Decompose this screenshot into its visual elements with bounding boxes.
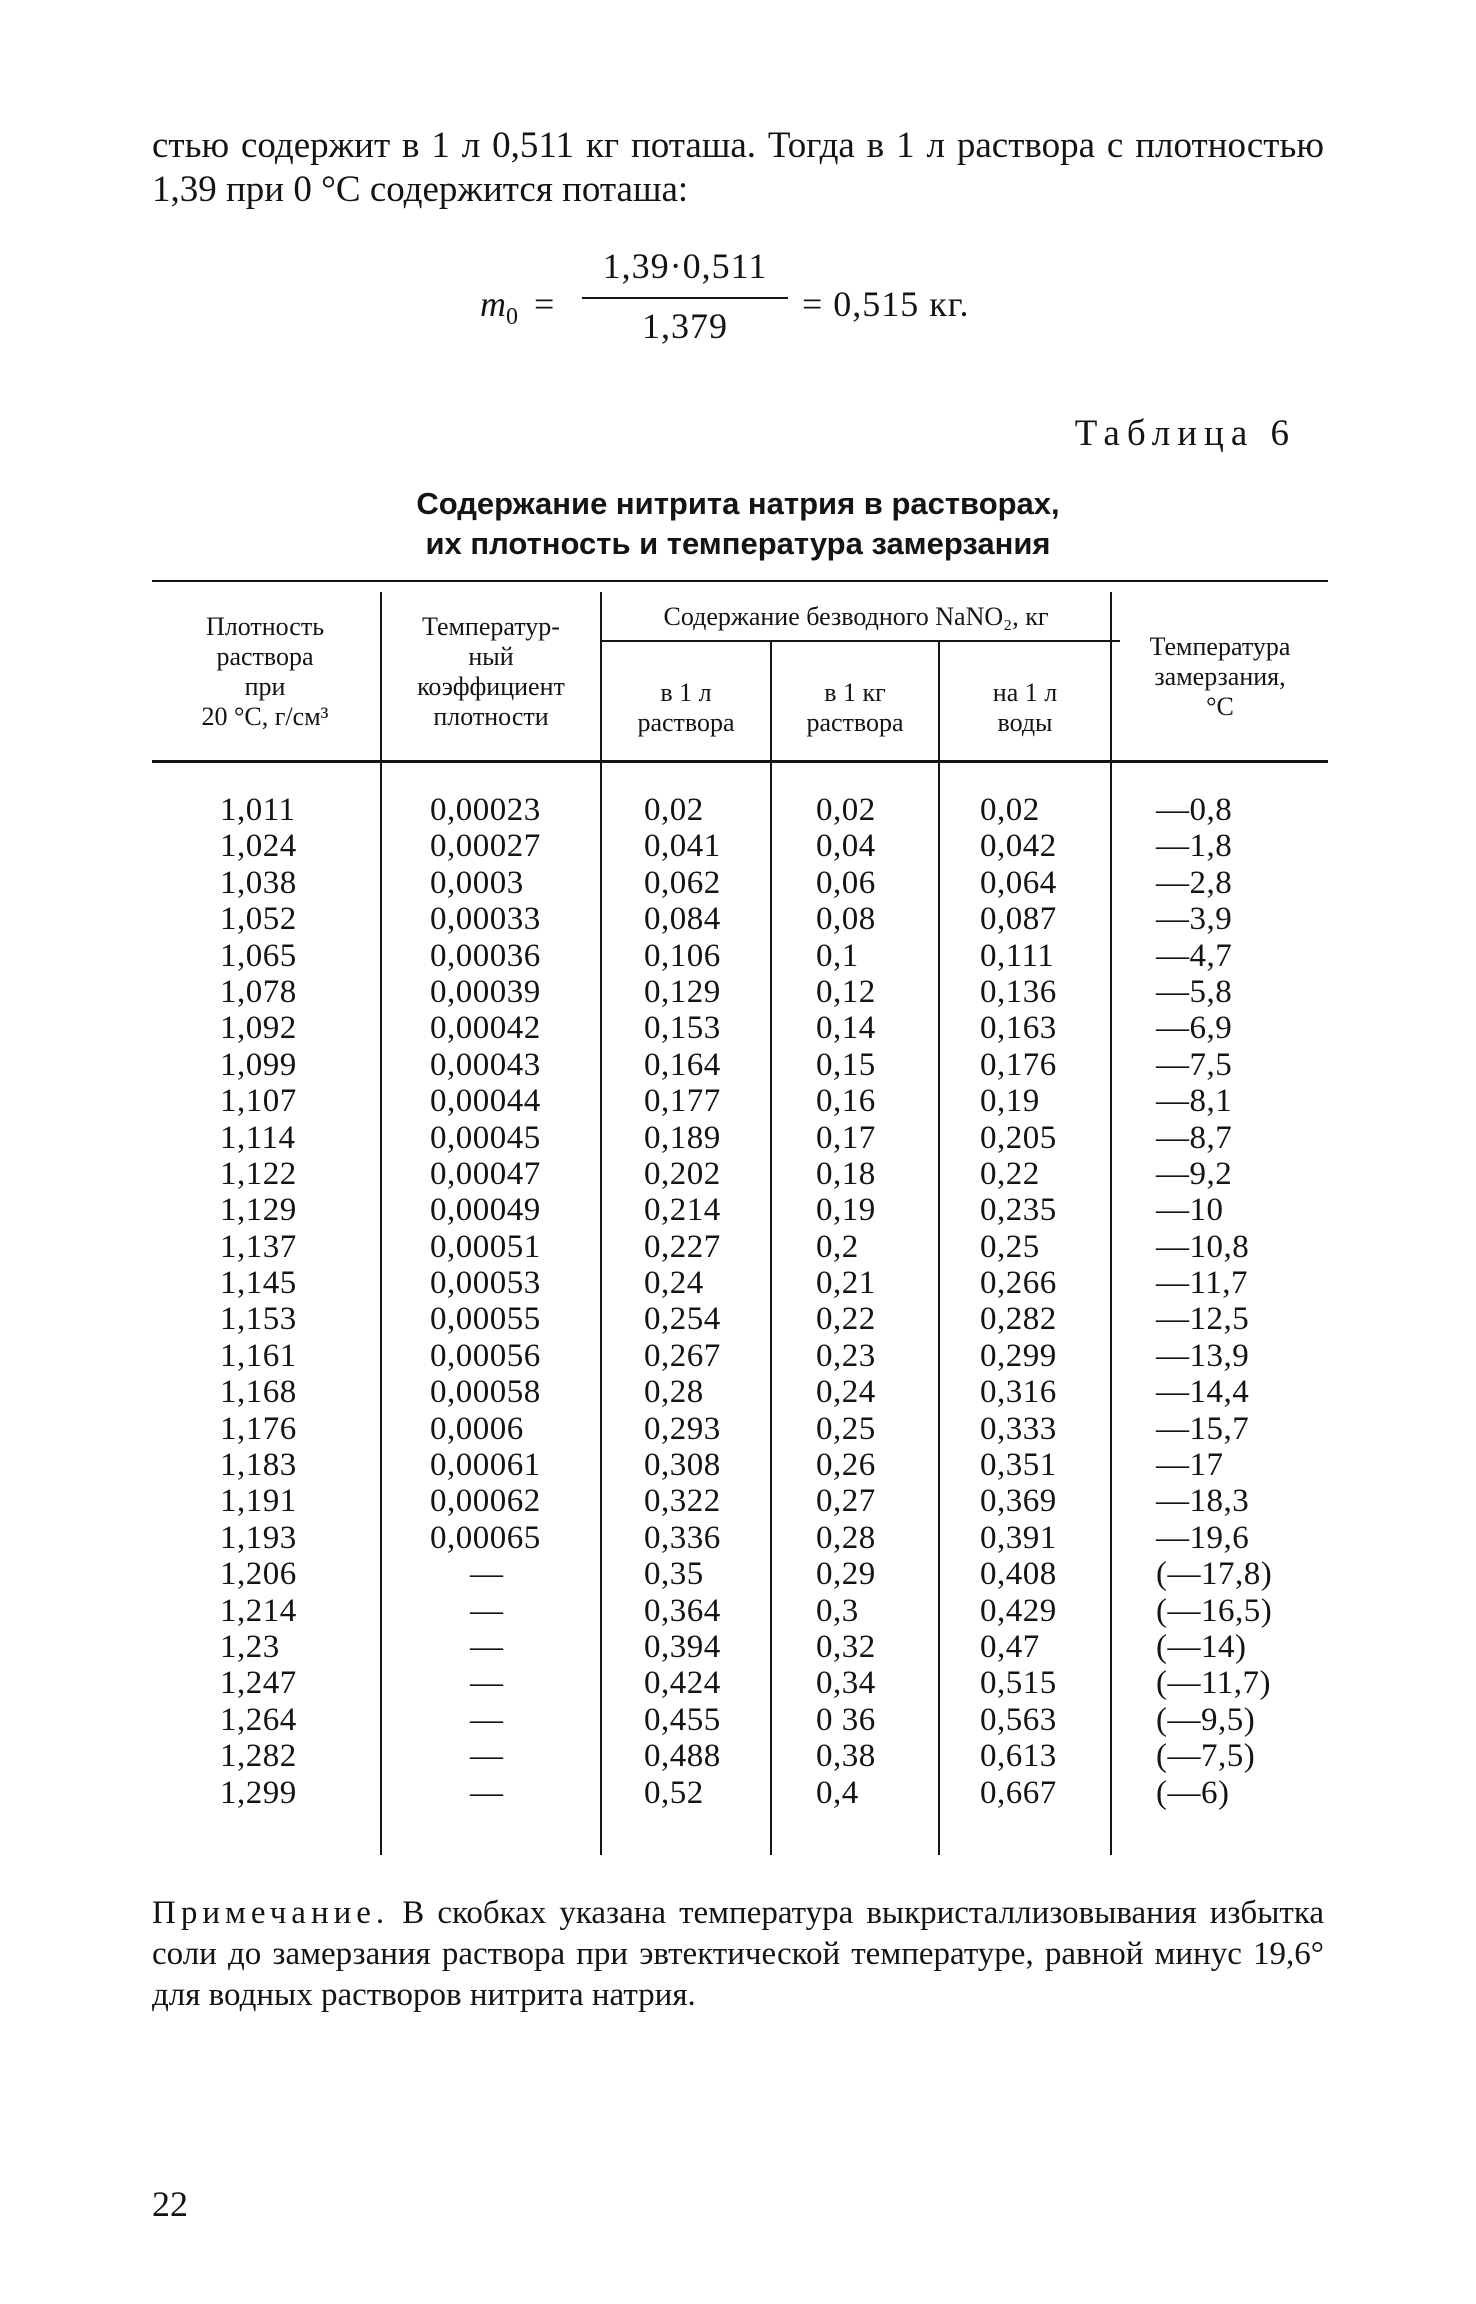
table-cell: 0,111 xyxy=(980,937,1055,974)
data-table xyxy=(152,580,1328,1855)
note-lead: Примечание. xyxy=(152,1895,390,1931)
header-temperature-coefficient xyxy=(382,612,600,732)
table-cell: 0,613 xyxy=(980,1738,1057,1775)
column-temperature-coefficient xyxy=(430,792,541,1811)
table-cell: 0,12 xyxy=(816,973,876,1010)
table-cell: 0,52 xyxy=(644,1774,704,1811)
column-freezing-temperature xyxy=(1156,792,1272,1811)
formula-lhs-symbol: m xyxy=(480,284,506,324)
table-cell: 0,34 xyxy=(816,1665,876,1702)
table-cell: 0,00036 xyxy=(430,937,541,974)
table-cell: 0,00061 xyxy=(430,1447,541,1484)
table-cell: —0,8 xyxy=(1156,792,1233,828)
table-cell: —19,6 xyxy=(1156,1519,1250,1556)
table-cell: 1,065 xyxy=(220,937,297,974)
table-cell: 0,27 xyxy=(816,1483,876,1520)
table-cell: —12,5 xyxy=(1156,1301,1250,1338)
table-cell: 0,00058 xyxy=(430,1374,541,1411)
table-cell: 0,17 xyxy=(816,1119,876,1156)
table-title xyxy=(200,484,1276,564)
table-cell: 0,25 xyxy=(980,1228,1040,1265)
table-cell: 0,333 xyxy=(980,1410,1057,1447)
table-cell: 0,205 xyxy=(980,1119,1057,1156)
table-cell: 0,00062 xyxy=(430,1483,541,1520)
table-cell: 0,26 xyxy=(816,1447,876,1484)
table-cell: 0,062 xyxy=(644,864,721,901)
table-label: Таблица 6 xyxy=(1074,413,1296,454)
formula xyxy=(470,245,1030,355)
table-cell: 0,00023 xyxy=(430,792,541,828)
header-line: в 1 кг xyxy=(824,678,886,707)
table-cell: 0,177 xyxy=(644,1083,721,1120)
table-cell: 1,193 xyxy=(220,1519,297,1556)
table-cell: 0,136 xyxy=(980,973,1057,1010)
table-cell: 0,129 xyxy=(644,973,721,1010)
table-cell: —5,8 xyxy=(1156,973,1233,1010)
table-cell: — xyxy=(470,1701,504,1738)
table-header-rule xyxy=(152,760,1328,763)
fraction-bar xyxy=(582,297,788,299)
table-cell: 0,23 xyxy=(816,1337,876,1374)
table-cell: 0,4 xyxy=(816,1774,859,1811)
table-cell: 1,024 xyxy=(220,828,297,865)
formula-numerator: 1,39·0,511 xyxy=(602,246,768,286)
header-line: при xyxy=(244,672,286,701)
table-cell: — xyxy=(470,1556,504,1593)
table-cell: 0,00027 xyxy=(430,828,541,865)
table-cell: 0,02 xyxy=(816,792,876,828)
table-cell: 0,24 xyxy=(644,1265,704,1302)
column-rule xyxy=(380,592,382,1855)
header-line: раствора xyxy=(637,708,735,737)
table-cell: —7,5 xyxy=(1156,1046,1233,1083)
table-cell: 1,099 xyxy=(220,1046,297,1083)
column-density xyxy=(220,792,297,1811)
table-cell: —1,8 xyxy=(1156,828,1233,865)
table-cell: 0,00044 xyxy=(430,1083,541,1120)
header-line: 20 °С, г/см³ xyxy=(201,702,329,731)
column-rule xyxy=(938,642,940,1855)
table-cell: —4,7 xyxy=(1156,937,1233,974)
table-cell: 0,299 xyxy=(980,1337,1057,1374)
header-line: раствора xyxy=(806,708,904,737)
table-cell: 0,267 xyxy=(644,1337,721,1374)
table-cell: 0,06 xyxy=(816,864,876,901)
table-cell: 0,02 xyxy=(644,792,704,828)
note-text: В скобках указана температура выкристаллизовывания избытка соли до замерзания раствора при эвтектической температуре, равной минус 19,6° для водных растворов нитрита натрия. xyxy=(152,1895,1324,2013)
table-cell: —8,7 xyxy=(1156,1119,1233,1156)
table-cell: 0,336 xyxy=(644,1519,721,1556)
table-cell: 1,264 xyxy=(220,1701,297,1738)
table-cell: — xyxy=(470,1665,504,1702)
formula-denominator: 1,379 xyxy=(642,306,728,346)
intro-paragraph: стью содержит в 1 л 0,511 кг поташа. Тогда в 1 л раствора с плотностью 1,39 при 0 °С содержится поташа: xyxy=(152,125,1324,210)
table-cell: —10 xyxy=(1156,1192,1224,1229)
table-cell: 0,38 xyxy=(816,1738,876,1775)
table-cell: 0,15 xyxy=(816,1046,876,1083)
table-cell: 0,429 xyxy=(980,1592,1057,1629)
table-cell: 0,084 xyxy=(644,901,721,938)
table-cell: 0,18 xyxy=(816,1155,876,1192)
table-cell: 0,408 xyxy=(980,1556,1057,1593)
table-cell: 0,042 xyxy=(980,828,1057,865)
table-cell: 1,247 xyxy=(220,1665,297,1702)
header-line: °С xyxy=(1206,692,1234,721)
table-cell: 0,19 xyxy=(816,1192,876,1229)
table-cell: 0,189 xyxy=(644,1119,721,1156)
table-cell: 0,227 xyxy=(644,1228,721,1265)
table-cell: 0,00065 xyxy=(430,1519,541,1556)
table-cell: 1,129 xyxy=(220,1192,297,1229)
table-cell: 1,052 xyxy=(220,901,297,938)
column-rule xyxy=(1110,592,1112,1855)
table-cell: 0,322 xyxy=(644,1483,721,1520)
table-cell: 0,00042 xyxy=(430,1010,541,1047)
header-freezing-temperature xyxy=(1112,632,1328,722)
header-line: на 1 л xyxy=(992,678,1058,707)
table-cell: (—11,7) xyxy=(1156,1665,1272,1702)
table-cell: 0,364 xyxy=(644,1592,721,1629)
table-cell: (—6) xyxy=(1156,1774,1230,1811)
table-cell: 0,28 xyxy=(816,1519,876,1556)
table-cell: 0,455 xyxy=(644,1701,721,1738)
header-line: коэффициент xyxy=(417,672,565,701)
table-cell: 0,08 xyxy=(816,901,876,938)
table-cell: 0,0003 xyxy=(430,864,524,901)
table-cell: 0,163 xyxy=(980,1010,1057,1047)
table-cell: 0,00056 xyxy=(430,1337,541,1374)
table-cell: 1,176 xyxy=(220,1410,297,1447)
header-line: раствора xyxy=(216,642,314,671)
table-cell: 0,293 xyxy=(644,1410,721,1447)
table-cell: 1,191 xyxy=(220,1483,297,1520)
table-cell: 0,00053 xyxy=(430,1265,541,1302)
table-cell: 0,488 xyxy=(644,1738,721,1775)
table-cell: 0,00039 xyxy=(430,973,541,1010)
table-cell: —18,3 xyxy=(1156,1483,1250,1520)
table-cell: 1,122 xyxy=(220,1155,297,1192)
table-cell: 1,206 xyxy=(220,1556,297,1593)
table-cell: 0,02 xyxy=(980,792,1040,828)
table-cell: 0,00047 xyxy=(430,1155,541,1192)
table-cell: 0,106 xyxy=(644,937,721,974)
header-content-group: Содержание безводного NaNO₂, кг xyxy=(663,602,1049,631)
table-cell: 0,563 xyxy=(980,1701,1057,1738)
header-line: Температура xyxy=(1149,632,1291,661)
table-cell: — xyxy=(470,1592,504,1629)
column-per-liter-water xyxy=(980,792,1057,1811)
table-cell: 0,1 xyxy=(816,937,859,974)
table-cell: 0,153 xyxy=(644,1010,721,1047)
table-title-line: их плотность и температура замерзания xyxy=(425,526,1051,561)
table-cell: — xyxy=(470,1738,504,1775)
table-cell: 0,00051 xyxy=(430,1228,541,1265)
table-cell: 0,369 xyxy=(980,1483,1057,1520)
column-rule xyxy=(770,642,772,1855)
table-cell: 0,47 xyxy=(980,1628,1040,1665)
table-cell: —14,4 xyxy=(1156,1374,1250,1411)
table-cell: 0,16 xyxy=(816,1083,876,1120)
table-cell: 0,00049 xyxy=(430,1192,541,1229)
table-cell: 0,32 xyxy=(816,1628,876,1665)
table-cell: 0,00033 xyxy=(430,901,541,938)
table-cell: 0,667 xyxy=(980,1774,1057,1811)
table-cell: —17 xyxy=(1156,1447,1224,1484)
table-top-rule xyxy=(152,580,1328,582)
table-cell: 0,2 xyxy=(816,1228,859,1265)
table-cell: 0,00045 xyxy=(430,1119,541,1156)
table-cell: 0,25 xyxy=(816,1410,876,1447)
table-cell: —15,7 xyxy=(1156,1410,1250,1447)
header-line: плотности xyxy=(433,702,549,731)
table-cell: 0,176 xyxy=(980,1046,1057,1083)
table-cell: 0,00055 xyxy=(430,1301,541,1338)
column-per-kg-solution xyxy=(816,792,876,1811)
column-per-liter-solution xyxy=(644,792,721,1811)
table-cell: 0,00043 xyxy=(430,1046,541,1083)
table-cell: 0,21 xyxy=(816,1265,876,1302)
table-cell: —9,2 xyxy=(1156,1155,1233,1192)
group-header-rule xyxy=(600,640,1120,642)
table-cell: 0,064 xyxy=(980,864,1057,901)
table-cell: 0,041 xyxy=(644,828,721,865)
table-cell: —2,8 xyxy=(1156,864,1233,901)
table-cell: 1,092 xyxy=(220,1010,297,1047)
table-cell: 0,19 xyxy=(980,1083,1040,1120)
table-cell: 0,35 xyxy=(644,1556,704,1593)
header-line: Плотность xyxy=(205,612,325,641)
table-cell: 1,011 xyxy=(220,792,296,828)
header-line: Температур- xyxy=(422,612,560,641)
column-rule xyxy=(600,592,602,1855)
header-line: замерзания, xyxy=(1154,662,1286,691)
table-cell: 1,168 xyxy=(220,1374,297,1411)
header-per-liter-solution xyxy=(602,678,770,738)
formula-result: = 0,515 кг. xyxy=(802,284,970,324)
table-cell: —3,9 xyxy=(1156,901,1233,938)
table-cell: (—16,5) xyxy=(1156,1592,1273,1629)
table-cell: 0,214 xyxy=(644,1192,721,1229)
formula-lhs-subscript: 0 xyxy=(506,304,518,331)
table-cell: 0,202 xyxy=(644,1155,721,1192)
header-line: ный xyxy=(468,642,514,671)
table-cell: 0,316 xyxy=(980,1374,1057,1411)
table-cell: 1,078 xyxy=(220,973,297,1010)
table-cell: 0,22 xyxy=(816,1301,876,1338)
table-cell: 0,04 xyxy=(816,828,876,865)
table-cell: 1,153 xyxy=(220,1301,297,1338)
table-cell: 1,161 xyxy=(220,1337,297,1374)
table-cell: 0,24 xyxy=(816,1374,876,1411)
table-cell: 0,164 xyxy=(644,1046,721,1083)
table-cell: 0,351 xyxy=(980,1447,1057,1484)
table-cell: 1,183 xyxy=(220,1447,297,1484)
header-line: воды xyxy=(997,708,1053,737)
table-cell: (—7,5) xyxy=(1156,1738,1256,1775)
table-cell: 1,214 xyxy=(220,1592,297,1629)
table-cell: 0,28 xyxy=(644,1374,704,1411)
table-cell: 0 36 xyxy=(816,1701,876,1738)
table-cell: —6,9 xyxy=(1156,1010,1233,1047)
table-cell: 0,394 xyxy=(644,1628,721,1665)
table-cell: —11,7 xyxy=(1156,1265,1249,1302)
table-cell: (—17,8) xyxy=(1156,1556,1273,1593)
formula-equals: = xyxy=(534,284,555,324)
header-per-liter-water xyxy=(940,678,1110,738)
header-density xyxy=(152,612,378,732)
table-cell: —13,9 xyxy=(1156,1337,1250,1374)
table-cell: (—9,5) xyxy=(1156,1701,1256,1738)
table-cell: 0,235 xyxy=(980,1192,1057,1229)
table-cell: 0,087 xyxy=(980,901,1057,938)
table-cell: 0,515 xyxy=(980,1665,1057,1702)
table-cell: 1,23 xyxy=(220,1628,280,1665)
table-cell: 1,038 xyxy=(220,864,297,901)
table-cell: —10,8 xyxy=(1156,1228,1250,1265)
formula-lhs xyxy=(480,283,518,331)
table-note xyxy=(152,1893,1324,2016)
table-cell: 1,145 xyxy=(220,1265,297,1302)
table-cell: 1,107 xyxy=(220,1083,297,1120)
table-cell: 0,266 xyxy=(980,1265,1057,1302)
header-line: в 1 л xyxy=(660,678,712,707)
table-cell: 0,424 xyxy=(644,1665,721,1702)
table-cell: 0,29 xyxy=(816,1556,876,1593)
table-title-line: Содержание нитрита натрия в растворах, xyxy=(416,486,1060,521)
page-number: 22 xyxy=(152,2184,188,2224)
table-cell: 0,14 xyxy=(816,1010,876,1047)
table-cell: 1,137 xyxy=(220,1228,297,1265)
table-cell: 0,22 xyxy=(980,1155,1040,1192)
table-cell: 0,0006 xyxy=(430,1410,524,1447)
table-cell: 1,282 xyxy=(220,1738,297,1775)
table-cell: 0,254 xyxy=(644,1301,721,1338)
table-cell: —8,1 xyxy=(1156,1083,1233,1120)
header-per-kg-solution xyxy=(772,678,938,738)
table-cell: 1,114 xyxy=(220,1119,296,1156)
table-cell: 0,282 xyxy=(980,1301,1057,1338)
table-cell: 0,391 xyxy=(980,1519,1057,1556)
table-cell: (—14) xyxy=(1156,1628,1247,1665)
table-cell: — xyxy=(470,1774,504,1811)
table-cell: — xyxy=(470,1628,504,1665)
table-cell: 0,308 xyxy=(644,1447,721,1484)
table-cell: 0,3 xyxy=(816,1592,859,1629)
table-cell: 1,299 xyxy=(220,1774,297,1811)
